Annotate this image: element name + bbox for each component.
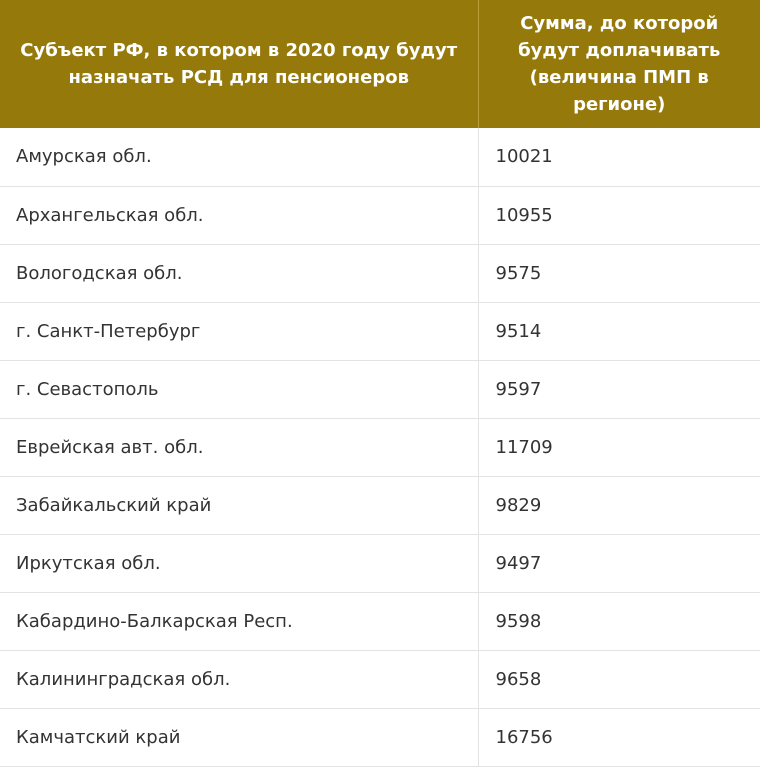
table-row: [0, 592, 760, 650]
region-cell: Вологодская обл.: [0, 244, 478, 302]
header-region: Субъект РФ, в котором в 2020 году будут назначать РСД для пенсионеров: [0, 0, 478, 128]
amount-cell: 9658: [478, 650, 760, 708]
amount-cell: 9829: [478, 476, 760, 534]
region-cell: Архангельская обл.: [0, 186, 478, 244]
table-row: [0, 650, 760, 708]
region-cell: г. Севастополь: [0, 360, 478, 418]
table-row: [0, 534, 760, 592]
region-cell: Калининградская обл.: [0, 650, 478, 708]
amount-cell: 9514: [478, 302, 760, 360]
amount-cell: 10955: [478, 186, 760, 244]
region-cell: Камчатский край: [0, 708, 478, 766]
amount-cell: 10021: [478, 128, 760, 186]
amount-cell: 9575: [478, 244, 760, 302]
table-row: [0, 302, 760, 360]
region-cell: Иркутская обл.: [0, 534, 478, 592]
region-cell: Амурская обл.: [0, 128, 478, 186]
region-cell: Забайкальский край: [0, 476, 478, 534]
table-row: [0, 360, 760, 418]
table-row: [0, 186, 760, 244]
table-header-row: [0, 0, 760, 128]
table-row: [0, 476, 760, 534]
amount-cell: 11709: [478, 418, 760, 476]
table-row: [0, 244, 760, 302]
amount-cell: 16756: [478, 708, 760, 766]
region-cell: Еврейская авт. обл.: [0, 418, 478, 476]
amount-cell: 9497: [478, 534, 760, 592]
header-amount: Сумма, до которой будут доплачивать (величина ПМП в регионе): [478, 0, 760, 128]
table-row: [0, 708, 760, 766]
amount-cell: 9597: [478, 360, 760, 418]
amount-cell: 9598: [478, 592, 760, 650]
region-cell: г. Санкт-Петербург: [0, 302, 478, 360]
table-row: [0, 128, 760, 186]
region-cell: Кабардино-Балкарская Респ.: [0, 592, 478, 650]
table-row: [0, 418, 760, 476]
